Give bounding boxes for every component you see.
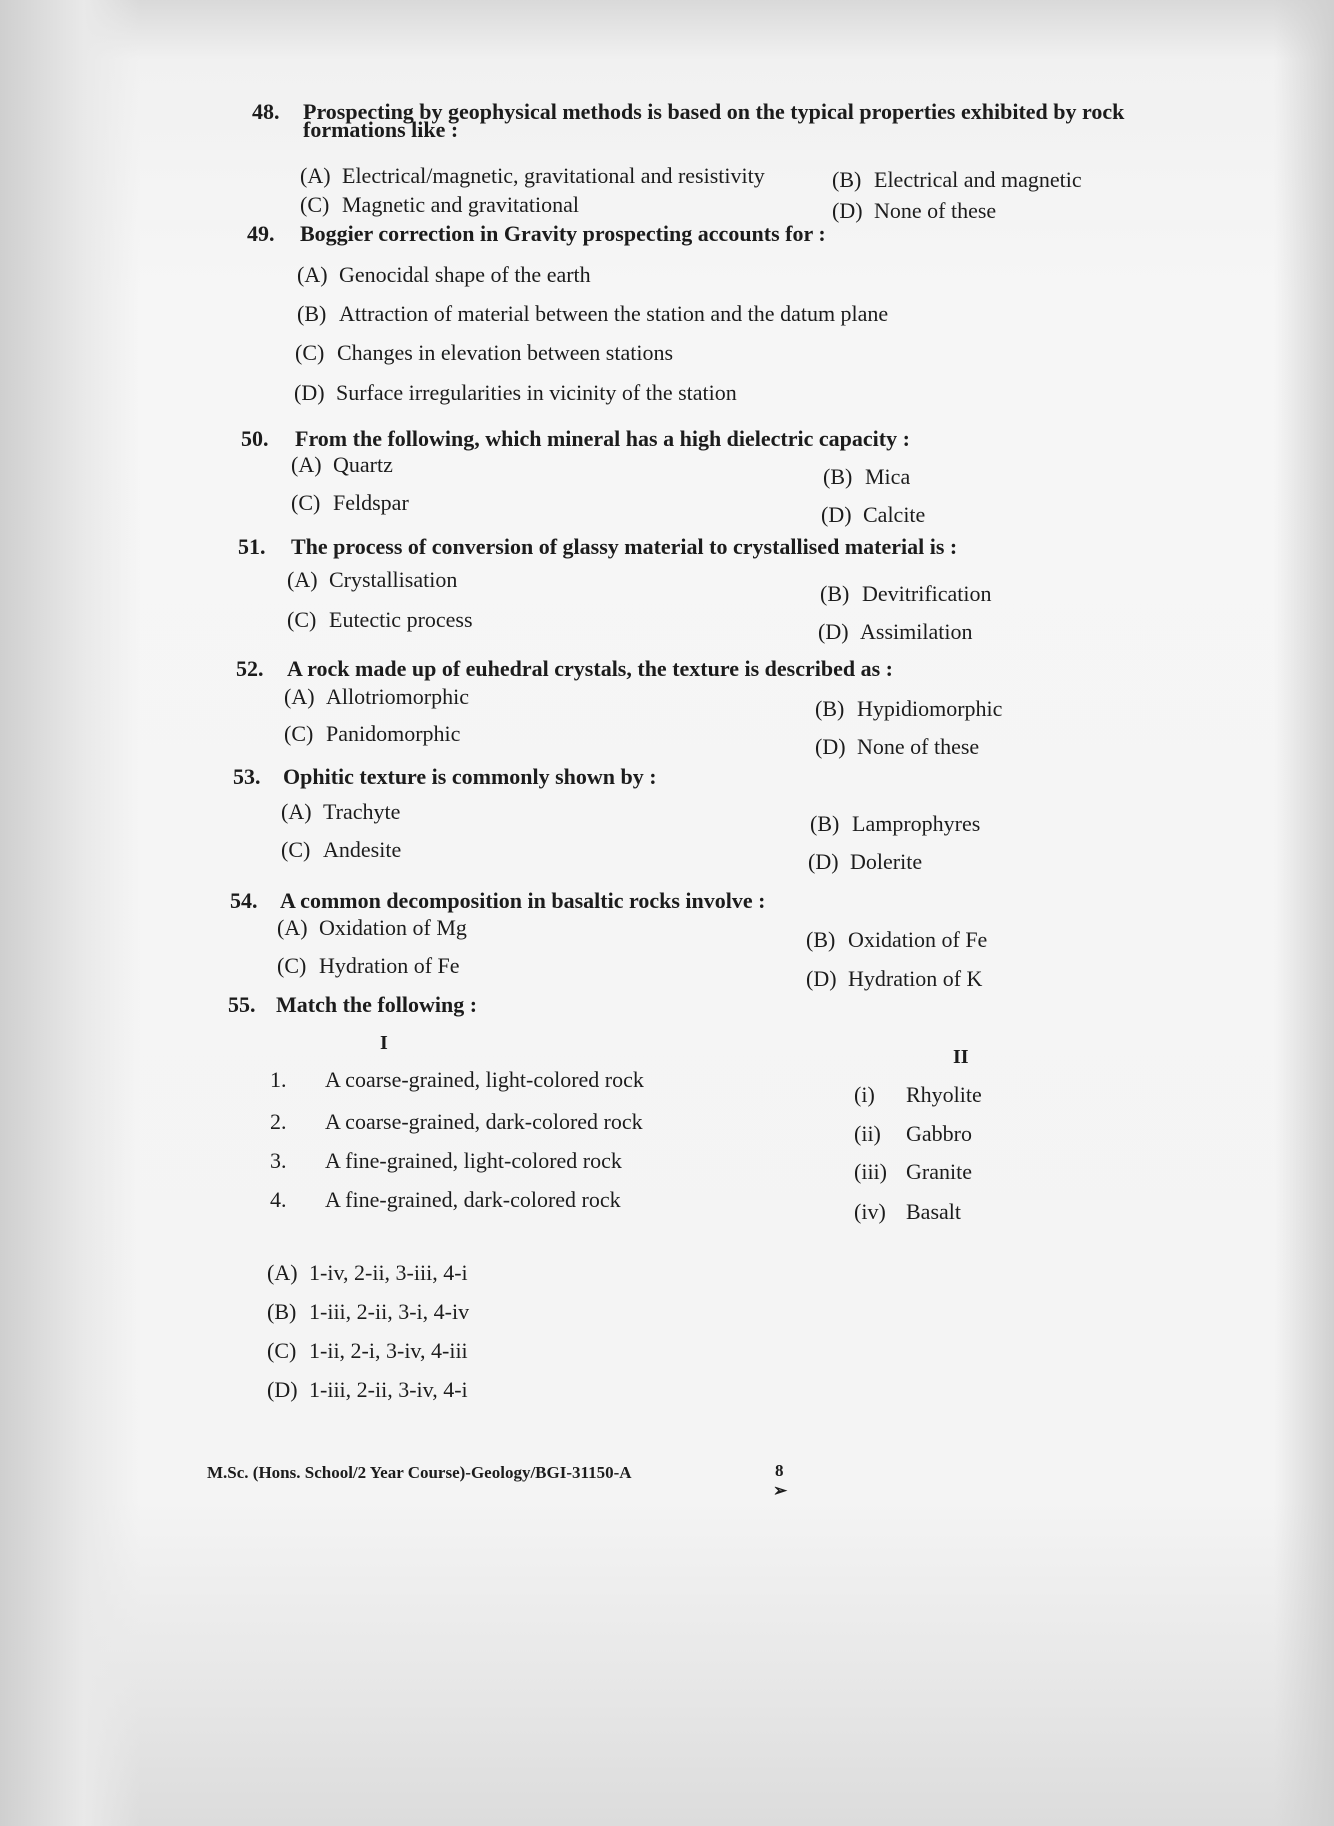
match-item-number: (i) (854, 1082, 875, 1107)
option-label: (C) (287, 607, 317, 632)
match-item-text: A coarse-grained, light-colored rock (325, 1067, 644, 1092)
option-label: (B) (267, 1299, 297, 1324)
option-a (291, 452, 393, 478)
option-c (284, 721, 460, 747)
option-text: Trachyte (323, 799, 401, 824)
option-text: Oxidation of Mg (319, 915, 467, 940)
option-label: (D) (267, 1377, 298, 1402)
option-label: (C) (277, 953, 307, 978)
option-d (832, 198, 996, 224)
question-text: Boggier correction in Gravity prospecting accounts for : (300, 221, 826, 246)
option-label: (A) (267, 1260, 298, 1285)
option-text: Electrical/magnetic, gravitational and resistivity (342, 163, 765, 188)
option-b (832, 167, 1082, 193)
option-text: Hydration of K (848, 966, 983, 991)
option-c (267, 1338, 468, 1364)
option-label: (D) (294, 380, 325, 405)
match-item-text: Gabbro (906, 1121, 972, 1146)
option-d (818, 619, 972, 645)
option-text: Hypidiomorphic (857, 696, 1003, 721)
option-a (267, 1260, 468, 1286)
option-a (277, 915, 467, 941)
option-label: (D) (815, 734, 846, 759)
question-text: Prospecting by geophysical methods is based on the typical properties exhibited by rock (303, 99, 1125, 124)
option-text: Changes in elevation between stations (337, 340, 674, 365)
column-ii-header: II (953, 1046, 969, 1068)
option-label: (D) (821, 502, 852, 527)
option-label: (C) (267, 1338, 297, 1363)
option-text: Quartz (333, 452, 393, 477)
option-c (277, 953, 460, 979)
option-text: 1-ii, 2-i, 3-iv, 4-iii (309, 1338, 468, 1363)
option-label: (A) (297, 262, 328, 287)
option-a (300, 163, 765, 189)
option-label: (B) (832, 167, 862, 192)
option-text: Electrical and magnetic (874, 167, 1082, 192)
option-label: (A) (284, 684, 315, 709)
option-text: Genocidal shape of the earth (339, 262, 591, 287)
option-b (810, 811, 980, 837)
option-b (806, 927, 987, 953)
option-d (267, 1377, 468, 1403)
option-label: (D) (818, 619, 849, 644)
option-label: (A) (281, 799, 312, 824)
option-label: (B) (810, 811, 840, 836)
match-item-text: Rhyolite (906, 1082, 982, 1107)
match-item-number: 2. (270, 1109, 287, 1134)
question-number: 52. (236, 656, 264, 681)
option-a (281, 799, 400, 825)
option-label: (B) (823, 464, 853, 489)
option-text: 1-iii, 2-ii, 3-iv, 4-i (309, 1377, 468, 1402)
option-label: (D) (806, 966, 837, 991)
option-label: (D) (832, 198, 863, 223)
option-b (297, 301, 888, 327)
match-item-number: (ii) (854, 1121, 881, 1146)
match-item-number: 1. (270, 1067, 287, 1092)
match-item-number: (iii) (854, 1159, 887, 1184)
option-c (291, 490, 409, 516)
option-b (823, 464, 910, 490)
option-text: Surface irregularities in vicinity of the station (336, 380, 737, 405)
option-text: None of these (874, 198, 997, 223)
option-text: Crystallisation (329, 567, 458, 592)
continue-arrow-icon: ➢ (773, 1481, 788, 1500)
option-text: Magnetic and gravitational (342, 192, 580, 217)
match-item-text: A fine-grained, light-colored rock (325, 1148, 622, 1173)
question-number: 55. (228, 992, 256, 1017)
option-label: (B) (815, 696, 845, 721)
option-label: (C) (300, 192, 330, 217)
match-item-number: (iv) (854, 1199, 886, 1224)
option-text: Devitrification (862, 581, 992, 606)
option-text: Hydration of Fe (319, 953, 460, 978)
match-item-text: A fine-grained, dark-colored rock (325, 1187, 621, 1212)
option-text: Oxidation of Fe (848, 927, 988, 952)
option-d (808, 849, 922, 875)
option-label: (C) (295, 340, 325, 365)
question-text: A common decomposition in basaltic rocks involve : (280, 888, 766, 913)
match-item-text: Basalt (906, 1199, 961, 1224)
question-number: 53. (233, 764, 261, 789)
option-text: Mica (865, 464, 911, 489)
option-text: Eutectic process (329, 607, 473, 632)
option-text: Andesite (323, 837, 402, 862)
option-a (297, 262, 591, 288)
option-text: Allotriomorphic (326, 684, 469, 709)
option-label: (B) (297, 301, 327, 326)
question-text: From the following, which mineral has a high dielectric capacity : (295, 426, 910, 451)
option-text: Dolerite (850, 849, 923, 874)
option-a (284, 684, 469, 710)
option-d (821, 502, 925, 528)
scan-shadow-left (0, 0, 140, 1826)
question-text: Ophitic texture is commonly shown by : (283, 764, 657, 789)
question-text: A rock made up of euhedral crystals, the texture is described as : (287, 656, 893, 681)
option-label: (B) (820, 581, 850, 606)
footer-course-code: M.Sc. (Hons. School/2 Year Course)-Geology/BGI-31150-A (207, 1463, 632, 1482)
page-number: 8 (775, 1461, 784, 1480)
option-d (806, 966, 982, 992)
option-text: Lamprophyres (852, 811, 981, 836)
match-item-text: A coarse-grained, dark-colored rock (325, 1109, 643, 1134)
option-c (287, 607, 473, 633)
option-label: (C) (284, 721, 314, 746)
option-text: Feldspar (333, 490, 409, 515)
question-number: 50. (241, 426, 269, 451)
option-label: (B) (806, 927, 836, 952)
option-text: Calcite (863, 502, 926, 527)
option-d (294, 380, 737, 406)
option-b (815, 696, 1002, 722)
option-a (287, 567, 457, 593)
option-text: Attraction of material between the station and the datum plane (339, 301, 889, 326)
question-number: 51. (238, 534, 266, 559)
option-label: (C) (291, 490, 321, 515)
match-item-number: 4. (270, 1187, 287, 1212)
option-b (267, 1299, 469, 1325)
option-text: 1-iv, 2-ii, 3-iii, 4-i (309, 1260, 468, 1285)
question-text: Match the following : (276, 992, 478, 1017)
question-number: 54. (230, 888, 258, 913)
option-label: (A) (300, 163, 331, 188)
scan-shadow-right (1274, 0, 1334, 1826)
option-label: (A) (277, 915, 308, 940)
option-b (820, 581, 992, 607)
option-d (815, 734, 979, 760)
option-label: (A) (287, 567, 318, 592)
option-c (281, 837, 401, 863)
option-text: Panidomorphic (326, 721, 461, 746)
column-i-header: I (380, 1032, 388, 1054)
question-number: 48. (252, 99, 280, 124)
option-c (300, 192, 579, 218)
option-label: (C) (281, 837, 311, 862)
question-text: The process of conversion of glassy material to crystallised material is : (291, 534, 958, 559)
option-text: None of these (857, 734, 980, 759)
match-item-number: 3. (270, 1148, 287, 1173)
option-c (295, 340, 673, 366)
question-number: 49. (247, 221, 275, 246)
question-text: formations like : (303, 117, 459, 142)
match-item-text: Granite (906, 1159, 972, 1184)
option-text: Assimilation (860, 619, 973, 644)
option-label: (D) (808, 849, 839, 874)
option-text: 1-iii, 2-ii, 3-i, 4-iv (309, 1299, 470, 1324)
option-label: (A) (291, 452, 322, 477)
